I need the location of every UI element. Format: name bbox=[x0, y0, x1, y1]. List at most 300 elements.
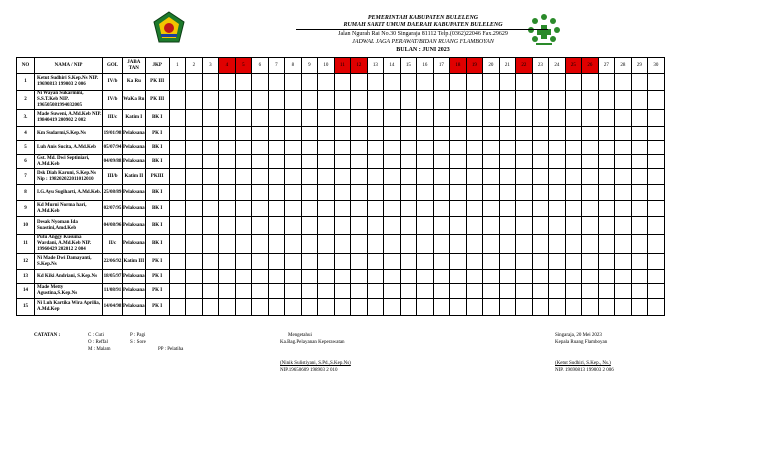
shift-cell[interactable] bbox=[318, 74, 335, 91]
shift-cell[interactable] bbox=[499, 201, 516, 217]
shift-cell[interactable] bbox=[252, 141, 269, 155]
shift-cell[interactable] bbox=[615, 169, 632, 185]
shift-cell[interactable] bbox=[598, 169, 615, 185]
shift-cell[interactable] bbox=[631, 201, 648, 217]
shift-cell[interactable] bbox=[318, 299, 335, 316]
shift-cell[interactable] bbox=[450, 270, 467, 284]
shift-cell[interactable] bbox=[202, 201, 219, 217]
shift-cell[interactable] bbox=[499, 235, 516, 254]
shift-cell[interactable] bbox=[252, 284, 269, 299]
shift-cell[interactable] bbox=[582, 299, 599, 316]
shift-cell[interactable] bbox=[549, 284, 566, 299]
shift-cell[interactable] bbox=[582, 141, 599, 155]
shift-cell[interactable] bbox=[516, 74, 533, 91]
shift-cell[interactable] bbox=[499, 185, 516, 201]
shift-cell[interactable] bbox=[318, 127, 335, 141]
shift-cell[interactable] bbox=[466, 169, 483, 185]
shift-cell[interactable] bbox=[433, 127, 450, 141]
shift-cell[interactable] bbox=[384, 127, 401, 141]
shift-cell[interactable] bbox=[648, 217, 665, 235]
shift-cell[interactable] bbox=[285, 254, 302, 270]
shift-cell[interactable] bbox=[252, 74, 269, 91]
shift-cell[interactable] bbox=[516, 169, 533, 185]
shift-cell[interactable] bbox=[433, 201, 450, 217]
shift-cell[interactable] bbox=[301, 169, 318, 185]
shift-cell[interactable] bbox=[532, 110, 549, 127]
shift-cell[interactable] bbox=[450, 254, 467, 270]
shift-cell[interactable] bbox=[351, 185, 368, 201]
shift-cell[interactable] bbox=[334, 74, 351, 91]
shift-cell[interactable] bbox=[598, 235, 615, 254]
shift-cell[interactable] bbox=[367, 284, 384, 299]
shift-cell[interactable] bbox=[169, 254, 186, 270]
shift-cell[interactable] bbox=[417, 127, 434, 141]
shift-cell[interactable] bbox=[466, 270, 483, 284]
shift-cell[interactable] bbox=[351, 254, 368, 270]
shift-cell[interactable] bbox=[598, 155, 615, 169]
shift-cell[interactable] bbox=[417, 299, 434, 316]
shift-cell[interactable] bbox=[285, 201, 302, 217]
shift-cell[interactable] bbox=[301, 141, 318, 155]
shift-cell[interactable] bbox=[318, 235, 335, 254]
shift-cell[interactable] bbox=[483, 299, 500, 316]
shift-cell[interactable] bbox=[483, 201, 500, 217]
shift-cell[interactable] bbox=[301, 270, 318, 284]
shift-cell[interactable] bbox=[516, 110, 533, 127]
shift-cell[interactable] bbox=[318, 270, 335, 284]
shift-cell[interactable] bbox=[417, 169, 434, 185]
shift-cell[interactable] bbox=[367, 254, 384, 270]
shift-cell[interactable] bbox=[433, 169, 450, 185]
shift-cell[interactable] bbox=[598, 201, 615, 217]
shift-cell[interactable] bbox=[549, 169, 566, 185]
shift-cell[interactable] bbox=[499, 169, 516, 185]
shift-cell[interactable] bbox=[351, 201, 368, 217]
shift-cell[interactable] bbox=[384, 185, 401, 201]
shift-cell[interactable] bbox=[301, 155, 318, 169]
shift-cell[interactable] bbox=[202, 299, 219, 316]
shift-cell[interactable] bbox=[582, 155, 599, 169]
shift-cell[interactable] bbox=[549, 235, 566, 254]
shift-cell[interactable] bbox=[648, 185, 665, 201]
shift-cell[interactable] bbox=[367, 91, 384, 110]
shift-cell[interactable] bbox=[433, 141, 450, 155]
shift-cell[interactable] bbox=[417, 155, 434, 169]
shift-cell[interactable] bbox=[400, 185, 417, 201]
shift-cell[interactable] bbox=[285, 185, 302, 201]
shift-cell[interactable] bbox=[450, 235, 467, 254]
shift-cell[interactable] bbox=[631, 74, 648, 91]
shift-cell[interactable] bbox=[186, 284, 203, 299]
shift-cell[interactable] bbox=[235, 169, 252, 185]
shift-cell[interactable] bbox=[367, 141, 384, 155]
shift-cell[interactable] bbox=[202, 155, 219, 169]
shift-cell[interactable] bbox=[301, 217, 318, 235]
shift-cell[interactable] bbox=[285, 91, 302, 110]
shift-cell[interactable] bbox=[615, 110, 632, 127]
shift-cell[interactable] bbox=[499, 284, 516, 299]
shift-cell[interactable] bbox=[499, 110, 516, 127]
shift-cell[interactable] bbox=[532, 91, 549, 110]
shift-cell[interactable] bbox=[450, 127, 467, 141]
shift-cell[interactable] bbox=[400, 141, 417, 155]
shift-cell[interactable] bbox=[202, 284, 219, 299]
shift-cell[interactable] bbox=[252, 254, 269, 270]
shift-cell[interactable] bbox=[648, 141, 665, 155]
shift-cell[interactable] bbox=[334, 201, 351, 217]
shift-cell[interactable] bbox=[351, 270, 368, 284]
shift-cell[interactable] bbox=[598, 91, 615, 110]
shift-cell[interactable] bbox=[219, 254, 236, 270]
shift-cell[interactable] bbox=[565, 299, 582, 316]
shift-cell[interactable] bbox=[483, 91, 500, 110]
shift-cell[interactable] bbox=[631, 235, 648, 254]
shift-cell[interactable] bbox=[648, 254, 665, 270]
shift-cell[interactable] bbox=[648, 74, 665, 91]
shift-cell[interactable] bbox=[169, 91, 186, 110]
shift-cell[interactable] bbox=[565, 141, 582, 155]
shift-cell[interactable] bbox=[384, 254, 401, 270]
shift-cell[interactable] bbox=[466, 91, 483, 110]
shift-cell[interactable] bbox=[549, 254, 566, 270]
shift-cell[interactable] bbox=[334, 254, 351, 270]
shift-cell[interactable] bbox=[598, 127, 615, 141]
shift-cell[interactable] bbox=[186, 185, 203, 201]
shift-cell[interactable] bbox=[268, 91, 285, 110]
shift-cell[interactable] bbox=[582, 254, 599, 270]
shift-cell[interactable] bbox=[301, 185, 318, 201]
shift-cell[interactable] bbox=[417, 254, 434, 270]
shift-cell[interactable] bbox=[186, 299, 203, 316]
shift-cell[interactable] bbox=[417, 91, 434, 110]
shift-cell[interactable] bbox=[169, 74, 186, 91]
shift-cell[interactable] bbox=[285, 270, 302, 284]
shift-cell[interactable] bbox=[318, 110, 335, 127]
shift-cell[interactable] bbox=[565, 270, 582, 284]
shift-cell[interactable] bbox=[301, 235, 318, 254]
shift-cell[interactable] bbox=[219, 235, 236, 254]
shift-cell[interactable] bbox=[384, 74, 401, 91]
shift-cell[interactable] bbox=[252, 299, 269, 316]
shift-cell[interactable] bbox=[582, 201, 599, 217]
shift-cell[interactable] bbox=[351, 74, 368, 91]
shift-cell[interactable] bbox=[400, 127, 417, 141]
shift-cell[interactable] bbox=[235, 235, 252, 254]
shift-cell[interactable] bbox=[549, 91, 566, 110]
shift-cell[interactable] bbox=[186, 91, 203, 110]
shift-cell[interactable] bbox=[334, 169, 351, 185]
shift-cell[interactable] bbox=[499, 217, 516, 235]
shift-cell[interactable] bbox=[417, 284, 434, 299]
shift-cell[interactable] bbox=[334, 217, 351, 235]
shift-cell[interactable] bbox=[615, 185, 632, 201]
shift-cell[interactable] bbox=[433, 155, 450, 169]
shift-cell[interactable] bbox=[202, 270, 219, 284]
shift-cell[interactable] bbox=[598, 74, 615, 91]
shift-cell[interactable] bbox=[615, 270, 632, 284]
shift-cell[interactable] bbox=[466, 74, 483, 91]
shift-cell[interactable] bbox=[367, 155, 384, 169]
shift-cell[interactable] bbox=[565, 254, 582, 270]
shift-cell[interactable] bbox=[169, 155, 186, 169]
shift-cell[interactable] bbox=[301, 299, 318, 316]
shift-cell[interactable] bbox=[582, 185, 599, 201]
shift-cell[interactable] bbox=[631, 169, 648, 185]
shift-cell[interactable] bbox=[169, 299, 186, 316]
shift-cell[interactable] bbox=[285, 169, 302, 185]
shift-cell[interactable] bbox=[268, 201, 285, 217]
shift-cell[interactable] bbox=[417, 235, 434, 254]
shift-cell[interactable] bbox=[268, 185, 285, 201]
shift-cell[interactable] bbox=[202, 235, 219, 254]
shift-cell[interactable] bbox=[631, 155, 648, 169]
shift-cell[interactable] bbox=[499, 155, 516, 169]
shift-cell[interactable] bbox=[466, 299, 483, 316]
shift-cell[interactable] bbox=[483, 270, 500, 284]
shift-cell[interactable] bbox=[186, 235, 203, 254]
shift-cell[interactable] bbox=[417, 185, 434, 201]
shift-cell[interactable] bbox=[301, 127, 318, 141]
shift-cell[interactable] bbox=[334, 141, 351, 155]
shift-cell[interactable] bbox=[417, 110, 434, 127]
shift-cell[interactable] bbox=[367, 169, 384, 185]
shift-cell[interactable] bbox=[318, 217, 335, 235]
shift-cell[interactable] bbox=[252, 217, 269, 235]
shift-cell[interactable] bbox=[252, 235, 269, 254]
shift-cell[interactable] bbox=[565, 235, 582, 254]
shift-cell[interactable] bbox=[202, 91, 219, 110]
shift-cell[interactable] bbox=[631, 284, 648, 299]
shift-cell[interactable] bbox=[202, 169, 219, 185]
shift-cell[interactable] bbox=[516, 270, 533, 284]
shift-cell[interactable] bbox=[582, 127, 599, 141]
shift-cell[interactable] bbox=[351, 155, 368, 169]
shift-cell[interactable] bbox=[219, 270, 236, 284]
shift-cell[interactable] bbox=[631, 91, 648, 110]
shift-cell[interactable] bbox=[252, 270, 269, 284]
shift-cell[interactable] bbox=[631, 217, 648, 235]
shift-cell[interactable] bbox=[186, 217, 203, 235]
shift-cell[interactable] bbox=[235, 141, 252, 155]
shift-cell[interactable] bbox=[615, 235, 632, 254]
shift-cell[interactable] bbox=[285, 299, 302, 316]
shift-cell[interactable] bbox=[615, 91, 632, 110]
shift-cell[interactable] bbox=[351, 235, 368, 254]
shift-cell[interactable] bbox=[367, 235, 384, 254]
shift-cell[interactable] bbox=[615, 74, 632, 91]
shift-cell[interactable] bbox=[268, 141, 285, 155]
shift-cell[interactable] bbox=[466, 254, 483, 270]
shift-cell[interactable] bbox=[565, 201, 582, 217]
shift-cell[interactable] bbox=[219, 299, 236, 316]
shift-cell[interactable] bbox=[268, 270, 285, 284]
shift-cell[interactable] bbox=[631, 270, 648, 284]
shift-cell[interactable] bbox=[351, 91, 368, 110]
shift-cell[interactable] bbox=[598, 254, 615, 270]
shift-cell[interactable] bbox=[351, 110, 368, 127]
shift-cell[interactable] bbox=[483, 127, 500, 141]
shift-cell[interactable] bbox=[433, 217, 450, 235]
shift-cell[interactable] bbox=[615, 217, 632, 235]
shift-cell[interactable] bbox=[334, 91, 351, 110]
shift-cell[interactable] bbox=[219, 127, 236, 141]
shift-cell[interactable] bbox=[532, 141, 549, 155]
shift-cell[interactable] bbox=[582, 169, 599, 185]
shift-cell[interactable] bbox=[417, 74, 434, 91]
shift-cell[interactable] bbox=[301, 201, 318, 217]
shift-cell[interactable] bbox=[483, 185, 500, 201]
shift-cell[interactable] bbox=[400, 284, 417, 299]
shift-cell[interactable] bbox=[615, 155, 632, 169]
shift-cell[interactable] bbox=[169, 141, 186, 155]
shift-cell[interactable] bbox=[252, 201, 269, 217]
shift-cell[interactable] bbox=[186, 201, 203, 217]
shift-cell[interactable] bbox=[202, 74, 219, 91]
shift-cell[interactable] bbox=[400, 201, 417, 217]
shift-cell[interactable] bbox=[219, 141, 236, 155]
shift-cell[interactable] bbox=[433, 284, 450, 299]
shift-cell[interactable] bbox=[334, 284, 351, 299]
shift-cell[interactable] bbox=[235, 185, 252, 201]
shift-cell[interactable] bbox=[384, 110, 401, 127]
shift-cell[interactable] bbox=[268, 217, 285, 235]
shift-cell[interactable] bbox=[483, 141, 500, 155]
shift-cell[interactable] bbox=[186, 74, 203, 91]
shift-cell[interactable] bbox=[466, 235, 483, 254]
shift-cell[interactable] bbox=[235, 74, 252, 91]
shift-cell[interactable] bbox=[285, 155, 302, 169]
shift-cell[interactable] bbox=[532, 155, 549, 169]
shift-cell[interactable] bbox=[631, 127, 648, 141]
shift-cell[interactable] bbox=[466, 185, 483, 201]
shift-cell[interactable] bbox=[301, 74, 318, 91]
shift-cell[interactable] bbox=[549, 74, 566, 91]
shift-cell[interactable] bbox=[384, 201, 401, 217]
shift-cell[interactable] bbox=[565, 217, 582, 235]
shift-cell[interactable] bbox=[384, 169, 401, 185]
shift-cell[interactable] bbox=[202, 141, 219, 155]
shift-cell[interactable] bbox=[301, 110, 318, 127]
shift-cell[interactable] bbox=[186, 155, 203, 169]
shift-cell[interactable] bbox=[598, 185, 615, 201]
shift-cell[interactable] bbox=[532, 235, 549, 254]
shift-cell[interactable] bbox=[450, 201, 467, 217]
shift-cell[interactable] bbox=[202, 185, 219, 201]
shift-cell[interactable] bbox=[169, 169, 186, 185]
shift-cell[interactable] bbox=[582, 270, 599, 284]
shift-cell[interactable] bbox=[219, 201, 236, 217]
shift-cell[interactable] bbox=[351, 217, 368, 235]
shift-cell[interactable] bbox=[268, 284, 285, 299]
shift-cell[interactable] bbox=[367, 299, 384, 316]
shift-cell[interactable] bbox=[400, 299, 417, 316]
shift-cell[interactable] bbox=[549, 201, 566, 217]
shift-cell[interactable] bbox=[268, 127, 285, 141]
shift-cell[interactable] bbox=[400, 254, 417, 270]
shift-cell[interactable] bbox=[268, 155, 285, 169]
shift-cell[interactable] bbox=[565, 169, 582, 185]
shift-cell[interactable] bbox=[268, 169, 285, 185]
shift-cell[interactable] bbox=[433, 235, 450, 254]
shift-cell[interactable] bbox=[334, 110, 351, 127]
shift-cell[interactable] bbox=[400, 155, 417, 169]
shift-cell[interactable] bbox=[334, 185, 351, 201]
shift-cell[interactable] bbox=[169, 284, 186, 299]
shift-cell[interactable] bbox=[351, 169, 368, 185]
shift-cell[interactable] bbox=[549, 299, 566, 316]
shift-cell[interactable] bbox=[631, 141, 648, 155]
shift-cell[interactable] bbox=[285, 235, 302, 254]
shift-cell[interactable] bbox=[631, 254, 648, 270]
shift-cell[interactable] bbox=[648, 235, 665, 254]
shift-cell[interactable] bbox=[318, 185, 335, 201]
shift-cell[interactable] bbox=[450, 91, 467, 110]
shift-cell[interactable] bbox=[318, 141, 335, 155]
shift-cell[interactable] bbox=[219, 169, 236, 185]
shift-cell[interactable] bbox=[384, 155, 401, 169]
shift-cell[interactable] bbox=[466, 155, 483, 169]
shift-cell[interactable] bbox=[615, 127, 632, 141]
shift-cell[interactable] bbox=[615, 201, 632, 217]
shift-cell[interactable] bbox=[450, 217, 467, 235]
shift-cell[interactable] bbox=[235, 254, 252, 270]
shift-cell[interactable] bbox=[334, 235, 351, 254]
shift-cell[interactable] bbox=[549, 110, 566, 127]
shift-cell[interactable] bbox=[565, 284, 582, 299]
shift-cell[interactable] bbox=[252, 155, 269, 169]
shift-cell[interactable] bbox=[631, 185, 648, 201]
shift-cell[interactable] bbox=[582, 217, 599, 235]
shift-cell[interactable] bbox=[202, 217, 219, 235]
shift-cell[interactable] bbox=[598, 141, 615, 155]
shift-cell[interactable] bbox=[582, 110, 599, 127]
shift-cell[interactable] bbox=[235, 110, 252, 127]
shift-cell[interactable] bbox=[615, 141, 632, 155]
shift-cell[interactable] bbox=[516, 91, 533, 110]
shift-cell[interactable] bbox=[285, 110, 302, 127]
shift-cell[interactable] bbox=[400, 74, 417, 91]
shift-cell[interactable] bbox=[400, 270, 417, 284]
shift-cell[interactable] bbox=[532, 299, 549, 316]
shift-cell[interactable] bbox=[400, 91, 417, 110]
shift-cell[interactable] bbox=[268, 254, 285, 270]
shift-cell[interactable] bbox=[450, 110, 467, 127]
shift-cell[interactable] bbox=[235, 270, 252, 284]
shift-cell[interactable] bbox=[351, 127, 368, 141]
shift-cell[interactable] bbox=[466, 127, 483, 141]
shift-cell[interactable] bbox=[334, 299, 351, 316]
shift-cell[interactable] bbox=[516, 201, 533, 217]
shift-cell[interactable] bbox=[598, 284, 615, 299]
shift-cell[interactable] bbox=[301, 254, 318, 270]
shift-cell[interactable] bbox=[582, 235, 599, 254]
shift-cell[interactable] bbox=[384, 141, 401, 155]
shift-cell[interactable] bbox=[367, 127, 384, 141]
shift-cell[interactable] bbox=[598, 217, 615, 235]
shift-cell[interactable] bbox=[565, 74, 582, 91]
shift-cell[interactable] bbox=[400, 169, 417, 185]
shift-cell[interactable] bbox=[549, 185, 566, 201]
shift-cell[interactable] bbox=[367, 201, 384, 217]
shift-cell[interactable] bbox=[631, 110, 648, 127]
shift-cell[interactable] bbox=[648, 201, 665, 217]
shift-cell[interactable] bbox=[400, 110, 417, 127]
shift-cell[interactable] bbox=[186, 127, 203, 141]
shift-cell[interactable] bbox=[648, 284, 665, 299]
shift-cell[interactable] bbox=[499, 141, 516, 155]
shift-cell[interactable] bbox=[285, 127, 302, 141]
shift-cell[interactable] bbox=[516, 284, 533, 299]
